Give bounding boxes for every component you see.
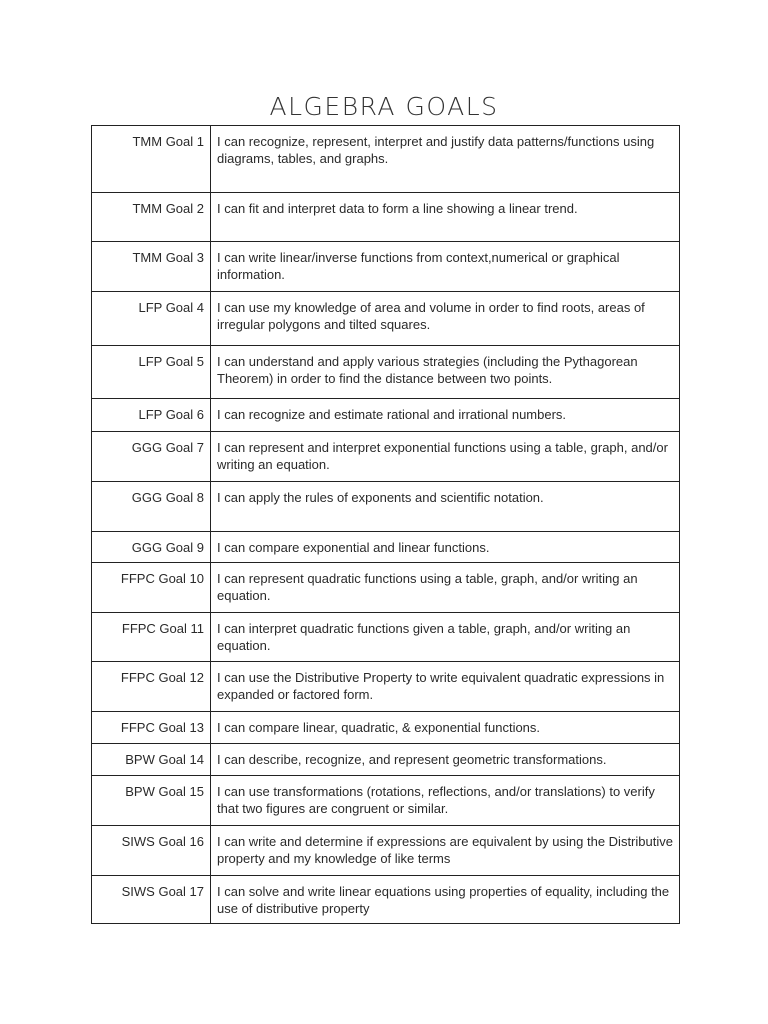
goal-text: I can compare linear, quadratic, & exponential functions.: [211, 712, 680, 744]
goal-label: FFPC Goal 11: [92, 613, 211, 662]
goal-label: LFP Goal 6: [92, 399, 211, 432]
table-row: [92, 193, 680, 242]
goal-text: I can interpret quadratic functions given a table, graph, and/or writing an equation.: [211, 613, 680, 662]
table-row: [92, 126, 680, 193]
goal-label: TMM Goal 3: [92, 242, 211, 292]
goal-text: I can recognize, represent, interpret and justify data patterns/functions using diagrams, tables, and graphs.: [211, 126, 680, 193]
goal-text: I can represent and interpret exponential functions using a table, graph, and/or writing an equation.: [211, 432, 680, 482]
table-row: [92, 876, 680, 924]
goal-text: I can fit and interpret data to form a line showing a linear trend.: [211, 193, 680, 242]
goal-label: BPW Goal 14: [92, 744, 211, 776]
goal-text: I can apply the rules of exponents and scientific notation.: [211, 482, 680, 532]
goal-text: I can solve and write linear equations using properties of equality, including the use of distributive property: [211, 876, 680, 924]
goal-label: FFPC Goal 13: [92, 712, 211, 744]
goal-text: I can understand and apply various strategies (including the Pythagorean Theorem) in order to find the distance between two points.: [211, 346, 680, 399]
goal-text: I can recognize and estimate rational and irrational numbers.: [211, 399, 680, 432]
table-row: [92, 399, 680, 432]
table-row: [92, 744, 680, 776]
table-row: [92, 242, 680, 292]
goal-text: I can represent quadratic functions using a table, graph, and/or writing an equation.: [211, 563, 680, 613]
table-row: [92, 613, 680, 662]
table-row: [92, 482, 680, 532]
table-row: [92, 432, 680, 482]
goal-label: GGG Goal 9: [92, 532, 211, 563]
goal-label: FFPC Goal 10: [92, 563, 211, 613]
goals-table: [91, 125, 680, 924]
table-row: [92, 662, 680, 712]
table-row: [92, 532, 680, 563]
goal-label: BPW Goal 15: [92, 776, 211, 826]
table-row: [92, 712, 680, 744]
goal-text: I can use my knowledge of area and volume in order to find roots, areas of irregular polygons and tilted squares.: [211, 292, 680, 346]
goal-text: I can compare exponential and linear functions.: [211, 532, 680, 563]
page-title: ALGEBRA GOALS: [269, 92, 499, 121]
goal-text: I can describe, recognize, and represent geometric transformations.: [211, 744, 680, 776]
goal-label: GGG Goal 8: [92, 482, 211, 532]
table-row: [92, 292, 680, 346]
table-row: [92, 776, 680, 826]
table-row: [92, 826, 680, 876]
goal-label: TMM Goal 2: [92, 193, 211, 242]
goal-label: LFP Goal 5: [92, 346, 211, 399]
goal-label: SIWS Goal 16: [92, 826, 211, 876]
goal-label: SIWS Goal 17: [92, 876, 211, 924]
table-row: [92, 563, 680, 613]
goal-text: I can write and determine if expressions are equivalent by using the Distributive property and my knowledge of like terms: [211, 826, 680, 876]
goal-label: LFP Goal 4: [92, 292, 211, 346]
goal-text: I can write linear/inverse functions from context,numerical or graphical information.: [211, 242, 680, 292]
goal-label: FFPC Goal 12: [92, 662, 211, 712]
goal-text: I can use the Distributive Property to write equivalent quadratic expressions in expanded or factored form.: [211, 662, 680, 712]
goal-label: TMM Goal 1: [92, 126, 211, 193]
goal-text: I can use transformations (rotations, reflections, and/or translations) to verify that two figures are congruent or similar.: [211, 776, 680, 826]
table-row: [92, 346, 680, 399]
goal-label: GGG Goal 7: [92, 432, 211, 482]
